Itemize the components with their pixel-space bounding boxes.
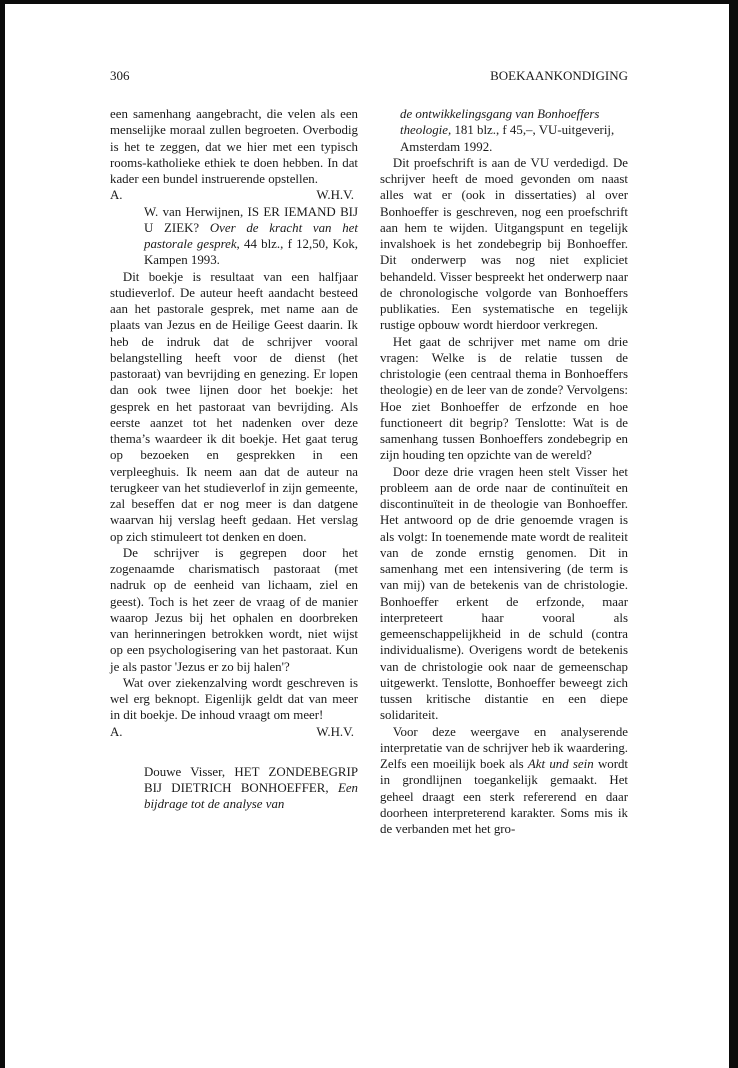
section-title: BOEKAANKONDIGING [490, 68, 628, 83]
book-details: 181 blz., f 45,–, VU-uitgeverij, Amsterdam 1992. [400, 123, 615, 154]
book-authors-title: W. van Herwijnen, IS ER IEMAND BIJ U ZIEK? [144, 204, 358, 235]
book-details: 44 blz., f 12,50, Kok, Kampen 1993. [144, 237, 358, 268]
book-title-inline: Akt und sein [527, 757, 594, 771]
page-number: 306 [110, 68, 130, 83]
book-subtitle: de ontwikkelingsgang van Bonhoeffers theologie, [400, 107, 600, 138]
review-signature [110, 187, 358, 203]
signature-initial: A. [110, 724, 123, 739]
book-page [110, 68, 629, 836]
paragraph: Dit proefschrift is aan de VU verdedigd. De schrijver heeft de moed gevonden om naast alles wat er (ook in dissertaties) al over Bonhoeffer is geschreven, nog een proefschrift aan hem te wijden. Uitgangspunt en tegelijk invalshoek is het zondebegrip bij Bonhoeffer. Dit onderwerp was nog niet expliciet behandeld. Visser bespreekt het onderwerp naar de chronologische volgorde van Bonhoeffers publikaties. Een systematische en tegelijk rustige opbouw wordt hierdoor verkregen. [380, 155, 628, 333]
paragraph: een samenhang aangebracht, die velen als een menselijke moraal zullen begroeten. Overbodig is het te zeggen, dat we hier met een typisch rooms-katholieke ethiek te doen hebben. In dat kader een bundel instruerende opstellen. [110, 107, 358, 186]
paragraph: Door deze drie vragen heen stelt Visser het probleem aan de orde naar de continuïteit en discontinuïteit in de theologie van Bonhoeffer. Het antwoord op de drie genoemde vragen is als volgt: In toenemende mate wordt de realiteit van de zonde ernstig genomen. Dit in samenhang met een intensivering (de term is van mij) van de betekenis van de christologie. Bonhoeffer erkent de erfzonde, maar interpreteert haar vooral als gemeenschappelijkheid in de schuld (contra individualisme). Overigens wordt de betekenis van de christologie ook naar de gemeenschap uitgewerkt. Tenslotte, Bonhoeffer beweegt zich tussen kritische distantie en een diepe solidariteit. [380, 464, 628, 723]
book-subtitle: Een bijdrage tot de analyse van [144, 781, 358, 812]
scan-border-top [0, 0, 738, 4]
signature-author: W.H.V. [316, 188, 354, 203]
paragraph: Het gaat de schrijver met name om drie vragen: Welke is de relatie tussen de christologie (een centraal thema in Bonhoeffers theologie) en de leer van de zonde? Vervolgens: Hoe ziet Bonhoeffer de erfzonde en hoe functioneert dit begrip? Tenslotte: Wat is de samenhang tussen Bonhoeffers zondebegrip en zijn houding ten opzichte van de wereld? [380, 334, 628, 463]
paragraph-text: wordt in grondlijnen toegankelijk gemaakt. Het geheel draagt een sterk refererend en daar doorheen interpreterend karakter. Soms mis ik de verbanden met het gro- [380, 757, 629, 836]
right-column [380, 106, 628, 837]
paragraph-text: Voor deze weergave en analyserende interpretatie van de schrijver heb ik waardering. Zelfs een moeilijk boek als [380, 724, 628, 771]
paragraph: Wat over ziekenzalving wordt geschreven is wel erg beknopt. Eigenlijk geldt dat van meer in dit boekje. De inhoud vraagt om meer! [110, 675, 358, 723]
book-entry [110, 204, 358, 269]
review-signature [110, 724, 358, 740]
text-columns [110, 106, 628, 1006]
paragraph: Dit boekje is resultaat van een halfjaar studieverlof. De auteur heeft aandacht besteed aan het pastorale gesprek, met name aan de plaats van Jezus en de Heilige Geest daarin. Ik heb de indruk dat de schrijver vooral belangstelling heeft voor de dienst (het pastoraat) van bevrijding en genezing. Er lopen dan ook twee lijnen door het boekje: het gesprek en het pastoraat van bevrijding. Als eerste aanzet tot het nadenken over deze thema’s waardeer ik dit boekje. Het gaat terug op bezoeken en gesprekken in een verpleeghuis. Ik neem aan dat de auteur na terugkeer van het studieverlof in zijn gemeente, zal beseffen dat er nog meer is dan datgene waarvan hij verslag heeft gedaan. Het verslag op zich stimuleert tot denken en doen. [110, 269, 358, 544]
running-header [110, 68, 628, 84]
paragraph: De schrijver is gegrepen door het zogenaamde charismatisch pastoraat (met nadruk op de eenheid van lichaam, ziel en geest). Toch is het zeer de vraag of de manier waarop Jezus bij het ophalen en doorbreken van herinneringen betrokken wordt, niet wijst op een psychologisering van het pastoraat. Kun je als pastor 'Jezus er zo bij halen'? [110, 545, 358, 674]
left-column [110, 106, 358, 813]
book-entry-continued [380, 106, 628, 155]
signature-author: W.H.V. [316, 724, 354, 739]
signature-initial: A. [110, 188, 123, 203]
book-entry [110, 764, 358, 813]
book-authors-title: Douwe Visser, HET ZONDEBEGRIP BIJ DIETRICH BONHOEFFER, [144, 764, 358, 795]
scan-border-right [729, 0, 738, 1068]
paragraph [380, 724, 628, 838]
book-subtitle: Over de kracht van het pastorale gesprek, [144, 220, 358, 251]
scan-border-left [0, 0, 5, 1068]
